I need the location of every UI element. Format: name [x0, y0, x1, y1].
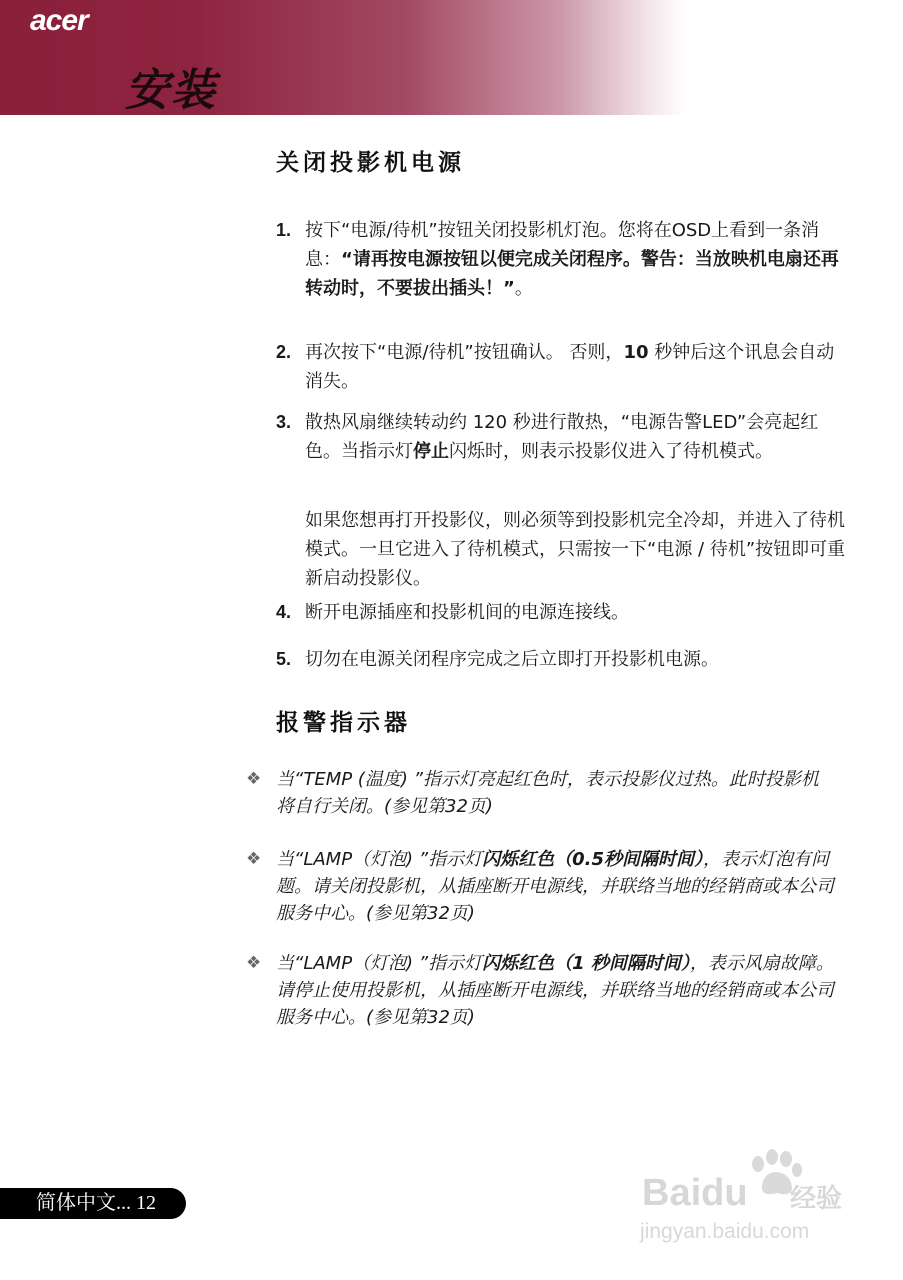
baidu-watermark: [640, 1148, 870, 1248]
list-item: [276, 645, 846, 674]
text-part: 当“LAMP（灯泡) ”指示灯: [276, 849, 483, 870]
list-text: 断开电源插座和投影机间的电源连接线。: [305, 602, 629, 623]
bold-word: 停止: [413, 441, 449, 462]
text-part: 秒钟后这个讯息会自动消失。: [305, 342, 835, 392]
alert-item: [246, 766, 836, 820]
bold-blink-note: 闪烁红色（0.5秒间隔时间）: [482, 849, 704, 870]
text-part: 闪烁时，则表示投影仪进入了待机模式。: [449, 441, 773, 462]
restart-note: 如果您想再打开投影仪，则必须等到投影机完全冷却，并进入了待机模式。一旦它进入了待机模式，只需按一下“电源 / 待机”按钮即可重新启动投影仪。: [305, 510, 846, 589]
chapter-title: 安装: [125, 65, 217, 116]
text-part: ，表示风扇故障。请停止使用投影机，从插座断开电源线，并联络当地的经销商或本公司服务中心。(参见第32页): [276, 953, 834, 1028]
text-part: 再次按下“电源/待机”按钮确认。 否则，: [305, 342, 624, 363]
section-title-alerts: 报警指示器: [276, 710, 411, 736]
list-number: 3.: [276, 412, 292, 432]
list-text: 切勿在电源关闭程序完成之后立即打开投影机电源。: [305, 649, 719, 670]
list-number: 2.: [276, 342, 292, 362]
watermark-brand: Baidu: [642, 1172, 748, 1214]
diamond-bullet-icon: ❖: [246, 769, 262, 789]
alert-text: [276, 950, 836, 1031]
list-text: [305, 338, 846, 396]
list-text: [305, 408, 846, 466]
text-part: 当“LAMP（灯泡) ”指示灯: [276, 953, 483, 974]
bold-number: 10: [623, 342, 649, 363]
list-item: [276, 216, 846, 303]
text-part: ，表示灯泡有问题。请关闭投影机，从插座断开电源线，并联络当地的经销商或本公司服务中心。(参见第32页): [276, 849, 834, 924]
header-banner: [0, 0, 903, 115]
text-part: 。: [514, 278, 533, 299]
page-number-label: 简体中文... 12: [0, 1188, 186, 1219]
alert-item: [246, 950, 836, 1031]
list-number: 4.: [276, 602, 292, 622]
text-part: 按下“电源/待机”按钮关闭投影机灯泡。您将在OSD上看到一条消息：: [305, 220, 820, 270]
section-title-power-off: 关闭投影机电源: [276, 150, 465, 176]
list-item: [276, 408, 846, 466]
list-item: [276, 338, 846, 396]
watermark-url: jingyan.baidu.com: [640, 1220, 810, 1243]
alert-item: [246, 846, 836, 927]
list-text: [305, 216, 846, 303]
alert-text: 当“TEMP (温度) ”指示灯亮起红色时，表示投影仪过热。此时投影机将自行关闭。(参见第32页): [276, 769, 819, 817]
watermark-suffix: 经验: [790, 1184, 843, 1214]
alert-text: [276, 846, 836, 927]
text-part: 散热风扇继续转动约 120 秒进行散热，“电源告警LED”会亮起红色。当指示灯: [305, 412, 819, 462]
list-number: 1.: [276, 220, 292, 240]
bold-blink-note: 闪烁红色（1 秒间隔时间）: [482, 953, 690, 974]
diamond-bullet-icon: ❖: [246, 953, 262, 973]
acer-logo: acer: [30, 4, 88, 37]
list-number: 5.: [276, 649, 292, 669]
bold-warning: “请再按电源按钮以便完成关闭程序。警告：当放映机电扇还再转动时，不要拔出插头！”: [305, 249, 839, 299]
list-item: [276, 598, 846, 627]
diamond-bullet-icon: ❖: [246, 849, 262, 869]
